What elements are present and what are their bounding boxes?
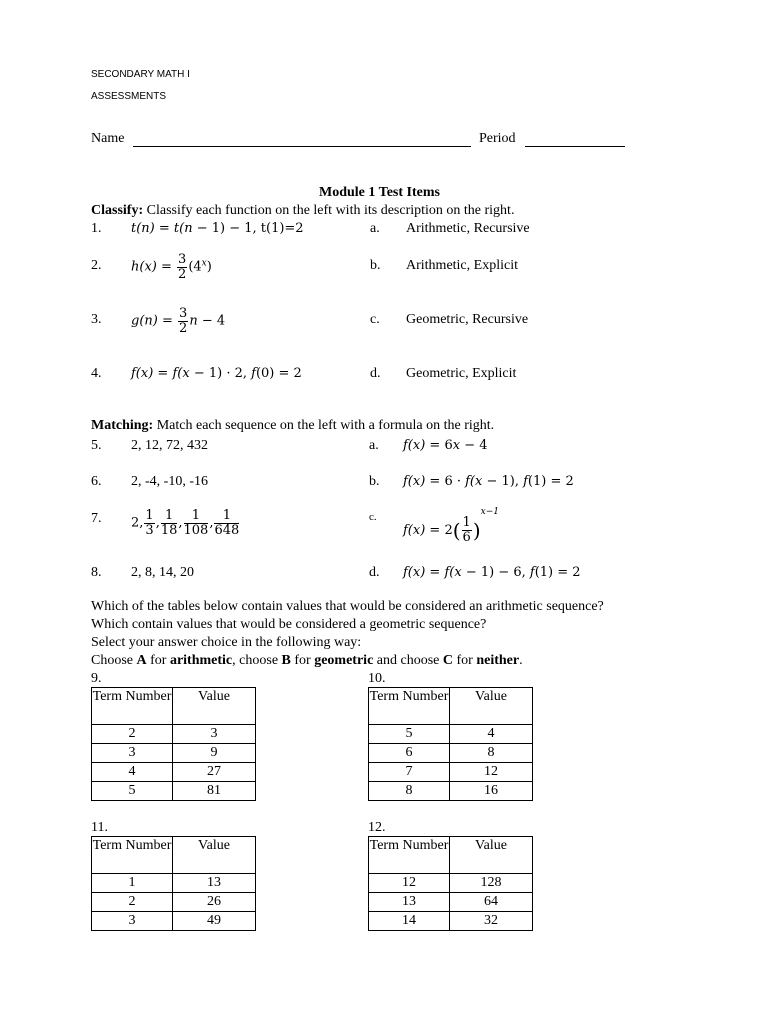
name-field[interactable] [133,146,471,147]
classify-item-number: 3. [91,312,102,327]
sequence-table-11 [91,836,256,931]
name-label: Name [91,131,125,146]
classify-choice-text: Arithmetic, Recursive [406,221,530,236]
classify-item-number: 1. [91,221,102,236]
table-row: 1 13 [92,874,256,893]
classify-choice-letter: c. [370,312,380,327]
matching-sequence: 2, 8, 14, 20 [131,565,194,580]
matching-choice-letter: d. [369,565,380,580]
table-row: 2 26 [92,893,256,912]
table-row: 5 4 [369,725,533,744]
page-title: Module 1 Test Items [319,185,440,200]
table-row: 3 9 [92,744,256,763]
matching-formula-d: f(x) = f(x − 1) − 6, f(1) = 2 [403,565,581,580]
classify-choice-letter: b. [370,258,381,273]
table-number: 12. [368,820,386,835]
matching-sequence: 2, -4, -10, -16 [131,474,208,489]
classify-instruction [91,204,514,218]
table-row: 7 12 [369,763,533,782]
classify-function-4: f(x) = f(x − 1) · 2, f(0) = 2 [131,366,302,381]
table-row: 12 128 [369,874,533,893]
classify-label: Classify: [91,203,144,218]
table-row: 5 81 [92,782,256,801]
table-number: 10. [368,671,386,686]
course-header: SECONDARY MATH I [91,69,190,80]
classify-text: Classify each function on the left with its description on the right. [146,203,515,218]
period-field[interactable] [525,146,625,147]
classify-choice-text: Geometric, Recursive [406,312,529,327]
classify-choice-letter: d. [370,366,381,381]
table-row: 6 8 [369,744,533,763]
matching-formula-b: f(x) = 6 · f(x − 1), f(1) = 2 [403,474,574,489]
table-number: 11. [91,820,108,835]
matching-item-number: 7. [91,511,102,526]
table-header-row: Term Number Value [369,688,533,725]
classify-function-3: g(n) = $\frac{3}{2}$ n − 4 [131,306,226,336]
table-header-row: Term Number Value [369,837,533,874]
matching-sequence-fractions: 2, $\frac{1}{3}$ , $\frac{1}{18}$ , $\frac{1}{108}$ , $\frac{1}{648}$ [131,508,240,538]
matching-label: Matching: [91,418,154,433]
classify-choice-letter: a. [370,221,380,236]
tables-question-2: Which contain values that would be considered a geometric sequence? [91,617,487,632]
sequence-table-12 [368,836,533,931]
matching-choice-letter: b. [369,474,380,489]
answer-key-instruction: Choose A for arithmetic, choose B for geometric and choose C for neither. [91,653,523,668]
classify-function-2: h(x) = $\frac{3}{2}$ (4$^x$) [131,252,212,282]
table-header-row: Term Number Value [92,837,256,874]
classify-function-1: t(n) = t(n − 1) − 1, t(1)=2 [131,221,304,236]
matching-text: Match each sequence on the left with a formula on the right. [156,418,495,433]
classify-choice-text: Geometric, Explicit [406,366,517,381]
tables-question-1: Which of the tables below contain values that would be considered an arithmetic sequence? [91,599,604,614]
classify-choice-text: Arithmetic, Explicit [406,258,518,273]
sequence-table-10 [368,687,533,801]
table-row: 3 49 [92,912,256,931]
matching-sequence: 2, 12, 72, 432 [131,438,208,453]
period-label: Period [479,131,516,146]
classify-item-number: 4. [91,366,102,381]
table-header-row: Term Number Value [92,688,256,725]
matching-formula-a: f(x) = 6x − 4 [403,438,488,453]
classify-item-number: 2. [91,258,102,273]
table-row: 2 3 [92,725,256,744]
table-number: 9. [91,671,102,686]
table-row: 4 27 [92,763,256,782]
tables-question-3: Select your answer choice in the following way: [91,635,362,650]
matching-item-number: 8. [91,565,102,580]
matching-item-number: 5. [91,438,102,453]
matching-instruction [91,419,494,433]
table-row: 14 32 [369,912,533,931]
table-row: 13 64 [369,893,533,912]
matching-choice-letter: c. [369,511,377,523]
section-header: ASSESSMENTS [91,91,167,102]
sequence-table-9 [91,687,256,801]
matching-item-number: 6. [91,474,102,489]
matching-formula-c: f(x) = 2( $\frac{1}{6}$ )$^{x-1}$ [403,507,499,545]
table-row: 8 16 [369,782,533,801]
matching-choice-letter: a. [369,438,379,453]
